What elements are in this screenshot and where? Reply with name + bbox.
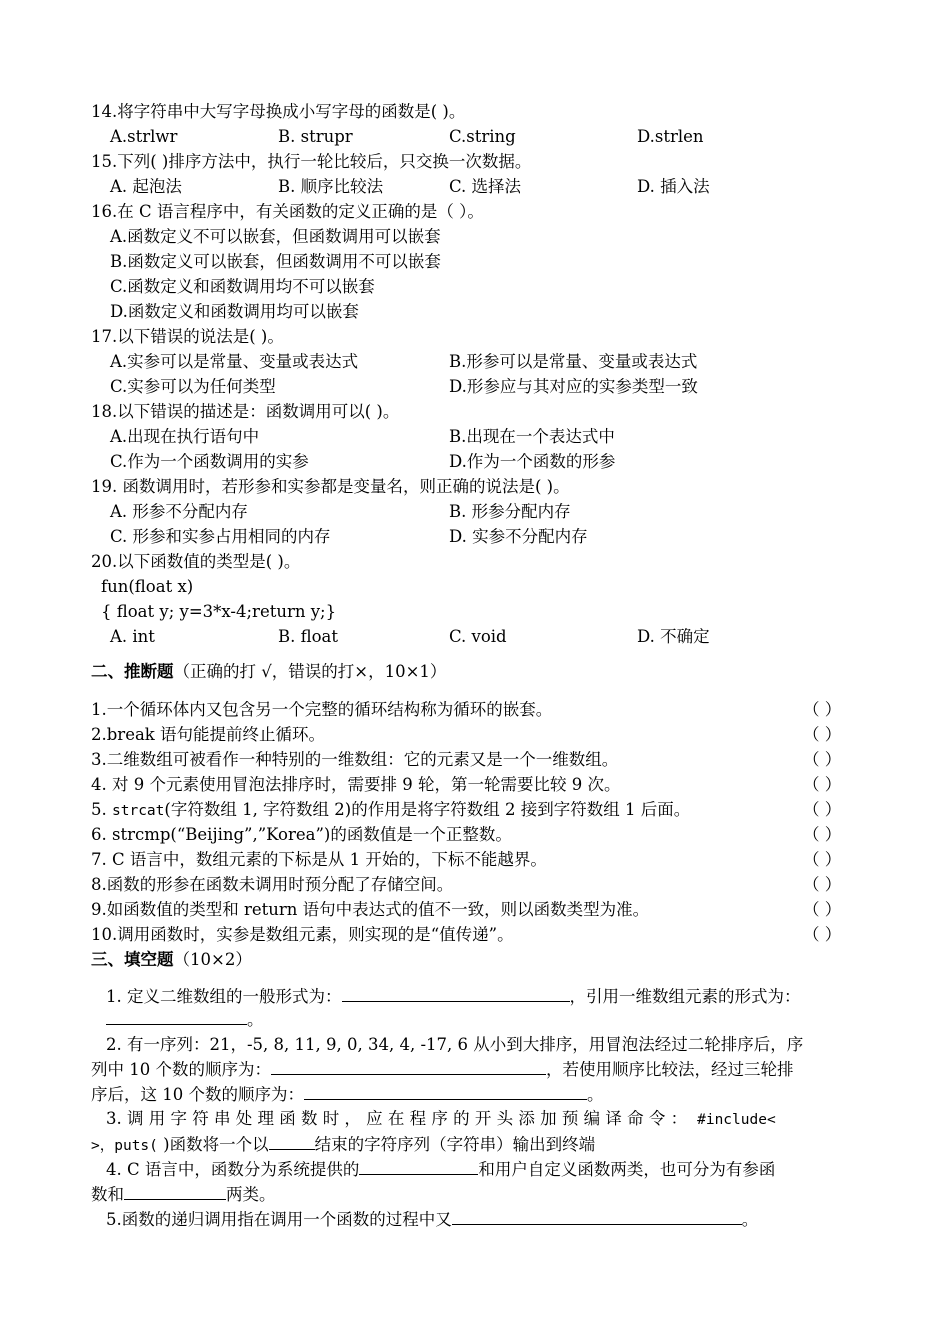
fill-item-2-line-2: [91, 1058, 794, 1081]
q20-option-c: C. void: [449, 627, 507, 646]
q17-option-d: D.形参应与其对应的实参类型一致: [449, 377, 698, 396]
fill-item-4-text-c: 数和: [91, 1185, 124, 1204]
fill-blank-4a[interactable]: [359, 1158, 478, 1175]
judge-answer-box-8[interactable]: （ ）: [803, 875, 842, 894]
fill-blank-4b[interactable]: [124, 1183, 226, 1200]
fill-item-2-line-1: 2. 有一序列：21，-5, 8, 11, 9, 0, 34, 4, -17, 6 从小到大排序，用冒泡法经过二轮排序后，序: [106, 1035, 804, 1054]
judge-answer-box-5[interactable]: （ ）: [803, 800, 842, 819]
judge-item-7: 7. C 语言中，数组元素的下标是从 1 开始的，下标不能越界。: [91, 850, 547, 869]
q20-option-a: A. int: [110, 627, 155, 646]
q19-option-c: C. 形参和实参占用相同的内存: [110, 527, 331, 546]
q14-option-d: D.strlen: [637, 127, 704, 146]
fill-blank-2b[interactable]: [304, 1083, 587, 1100]
q15-option-d: D. 插入法: [637, 177, 710, 196]
section2-heading: [91, 661, 446, 683]
q17-option-a: A.实参可以是常量、变量或表达式: [110, 352, 359, 371]
q19-stem: 19. 函数调用时，若形参和实参都是变量名，则正确的说法是( )。: [91, 477, 570, 496]
fill-item-5-text-b: 。: [741, 1210, 759, 1229]
fill-item-2-line-3: [91, 1083, 604, 1106]
q20-code-line-2: { float y; y=3*x-4;return y;}: [101, 602, 337, 621]
judge-answer-box-1[interactable]: （ ）: [803, 700, 842, 719]
fill-item-2-text-b: 列中 10 个数的顺序为：: [91, 1060, 271, 1079]
section2-note: （正确的打 √，错误的打×，10×1）: [173, 662, 447, 681]
fill-item-3-puts-code: >，puts(: [91, 1138, 158, 1154]
q16-option-d: D.函数定义和函数调用均可以嵌套: [110, 302, 359, 321]
q15-stem: 15.下列( )排序方法中，执行一轮比较后，只交换一次数据。: [91, 152, 532, 171]
judge-answer-box-7[interactable]: （ ）: [803, 850, 842, 869]
fill-item-1-line-1: [106, 985, 801, 1008]
q20-option-d: D. 不确定: [637, 627, 710, 646]
judge-item-9: 9.如函数值的类型和 return 语句中表达式的值不一致，则以函数类型为准。: [91, 900, 650, 919]
judge-answer-box-9[interactable]: （ ）: [803, 900, 842, 919]
q16-option-c: C.函数定义和函数调用均不可以嵌套: [110, 277, 375, 296]
q18-option-a: A.出现在执行语句中: [110, 427, 260, 446]
section3-title: 三、填空题: [91, 950, 174, 969]
judge-item-5-prefix: 5.: [91, 800, 112, 819]
q20-stem: 20.以下函数值的类型是( )。: [91, 552, 301, 571]
q15-option-a: A. 起泡法: [110, 177, 182, 196]
judge-item-2: 2.break 语句能提前终止循环。: [91, 725, 326, 744]
fill-blank-1a[interactable]: [342, 985, 570, 1002]
q14-option-a: A.strlwr: [110, 127, 178, 146]
q18-option-c: C.作为一个函数调用的实参: [110, 452, 309, 471]
fill-item-1-text-b: ，引用一维数组元素的形式为：: [569, 987, 801, 1006]
q19-option-b: B. 形参分配内存: [449, 502, 571, 521]
fill-blank-5[interactable]: [452, 1208, 742, 1225]
section3-heading: [91, 949, 252, 971]
fill-item-1-line-2: [106, 1008, 264, 1031]
judge-answer-box-3[interactable]: （ ）: [803, 750, 842, 769]
fill-item-5-line-1: [106, 1208, 758, 1231]
fill-item-4-line-1: [106, 1158, 775, 1181]
fill-item-2-text-d: 序后，这 10 个数的顺序为：: [91, 1085, 304, 1104]
judge-answer-box-10[interactable]: （ ）: [803, 925, 842, 944]
judge-item-5-text: (字符数组 1, 字符数组 2)的作用是将字符数组 2 接到字符数组 1 后面。: [164, 800, 691, 819]
fill-item-1-text-a: 1. 定义二维数组的一般形式为：: [106, 987, 342, 1006]
q20-option-b: B. float: [278, 627, 339, 646]
q18-stem: 18.以下错误的描述是：函数调用可以( )。: [91, 402, 400, 421]
fill-item-3-include-code: #include<: [697, 1112, 776, 1128]
fill-item-1-text-c: 。: [247, 1010, 264, 1029]
fill-item-3-text-b: )函数将一个以: [157, 1135, 269, 1154]
section3-note: （10×2）: [173, 950, 252, 969]
judge-answer-box-4[interactable]: （ ）: [803, 775, 842, 794]
fill-blank-2a[interactable]: [271, 1058, 546, 1075]
q17-option-b: B.形参可以是常量、变量或表达式: [449, 352, 698, 371]
fill-item-3-line-1: [106, 1108, 776, 1131]
q19-option-d: D. 实参不分配内存: [449, 527, 588, 546]
fill-item-3-line-2: [91, 1133, 595, 1157]
q19-option-a: A. 形参不分配内存: [110, 502, 248, 521]
q20-code-line-1: fun(float x): [101, 577, 194, 596]
fill-item-4-text-d: 两类。: [226, 1185, 276, 1204]
q17-stem: 17.以下错误的说法是( )。: [91, 327, 284, 346]
q14-option-c: C.string: [449, 127, 516, 146]
fill-item-4-text-a: 4. C 语言中，函数分为系统提供的: [106, 1160, 360, 1179]
fill-item-2-text-e: 。: [587, 1085, 604, 1104]
judge-item-8: 8.函数的形参在函数未调用时预分配了存储空间。: [91, 875, 454, 894]
fill-item-5-text-a: 5.函数的递归调用指在调用一个函数的过程中又: [106, 1210, 452, 1229]
judge-item-5: [91, 799, 690, 822]
section2-title: 二、推断题: [91, 662, 174, 681]
q16-stem: 16.在 C 语言程序中，有关函数的定义正确的是（ ）。: [91, 202, 484, 221]
fill-item-2-text-c: ，若使用顺序比较法，经过三轮排: [546, 1060, 794, 1079]
judge-item-6: 6. strcmp(“Beijing”,”Korea”)的函数值是一个正整数。: [91, 825, 512, 844]
q17-option-c: C.实参可以为任何类型: [110, 377, 276, 396]
q18-option-b: B.出现在一个表达式中: [449, 427, 615, 446]
judge-item-1: 1.一个循环体内又包含另一个完整的循环结构称为循环的嵌套。: [91, 700, 553, 719]
fill-item-4-line-2: [91, 1183, 276, 1206]
judge-item-10: 10.调用函数时，实参是数组元素，则实现的是“值传递”。: [91, 925, 514, 944]
q15-option-c: C. 选择法: [449, 177, 522, 196]
q15-option-b: B. 顺序比较法: [278, 177, 384, 196]
fill-blank-3[interactable]: [269, 1133, 315, 1150]
judge-item-4: 4. 对 9 个元素使用冒泡法排序时，需要排 9 轮，第一轮需要比较 9 次。: [91, 775, 621, 794]
q14-option-b: B. strupr: [278, 127, 353, 146]
q18-option-d: D.作为一个函数的形参: [449, 452, 616, 471]
judge-item-3: 3.二维数组可被看作一种特别的一维数组：它的元素又是一个一维数组。: [91, 750, 619, 769]
fill-item-4-text-b: 和用户自定义函数两类，也可分为有参函: [478, 1160, 776, 1179]
fill-blank-1b[interactable]: [106, 1008, 247, 1025]
q16-option-b: B.函数定义可以嵌套，但函数调用不可以嵌套: [110, 252, 441, 271]
judge-answer-box-6[interactable]: （ ）: [803, 825, 842, 844]
judge-answer-box-2[interactable]: （ ）: [803, 725, 842, 744]
judge-item-5-code: strcat: [112, 803, 165, 819]
q14-stem: 14.将字符串中大写字母换成小写字母的函数是( )。: [91, 102, 466, 121]
q16-option-a: A.函数定义不可以嵌套，但函数调用可以嵌套: [110, 227, 441, 246]
fill-item-3-text-a: 3. 调 用 字 符 串 处 理 函 数 时 ， 应 在 程 序 的 开 头 添 加 预 编 译 命 令 ：: [106, 1109, 688, 1128]
fill-item-3-text-c: 结束的字符序列（字符串）输出到终端: [314, 1135, 596, 1154]
